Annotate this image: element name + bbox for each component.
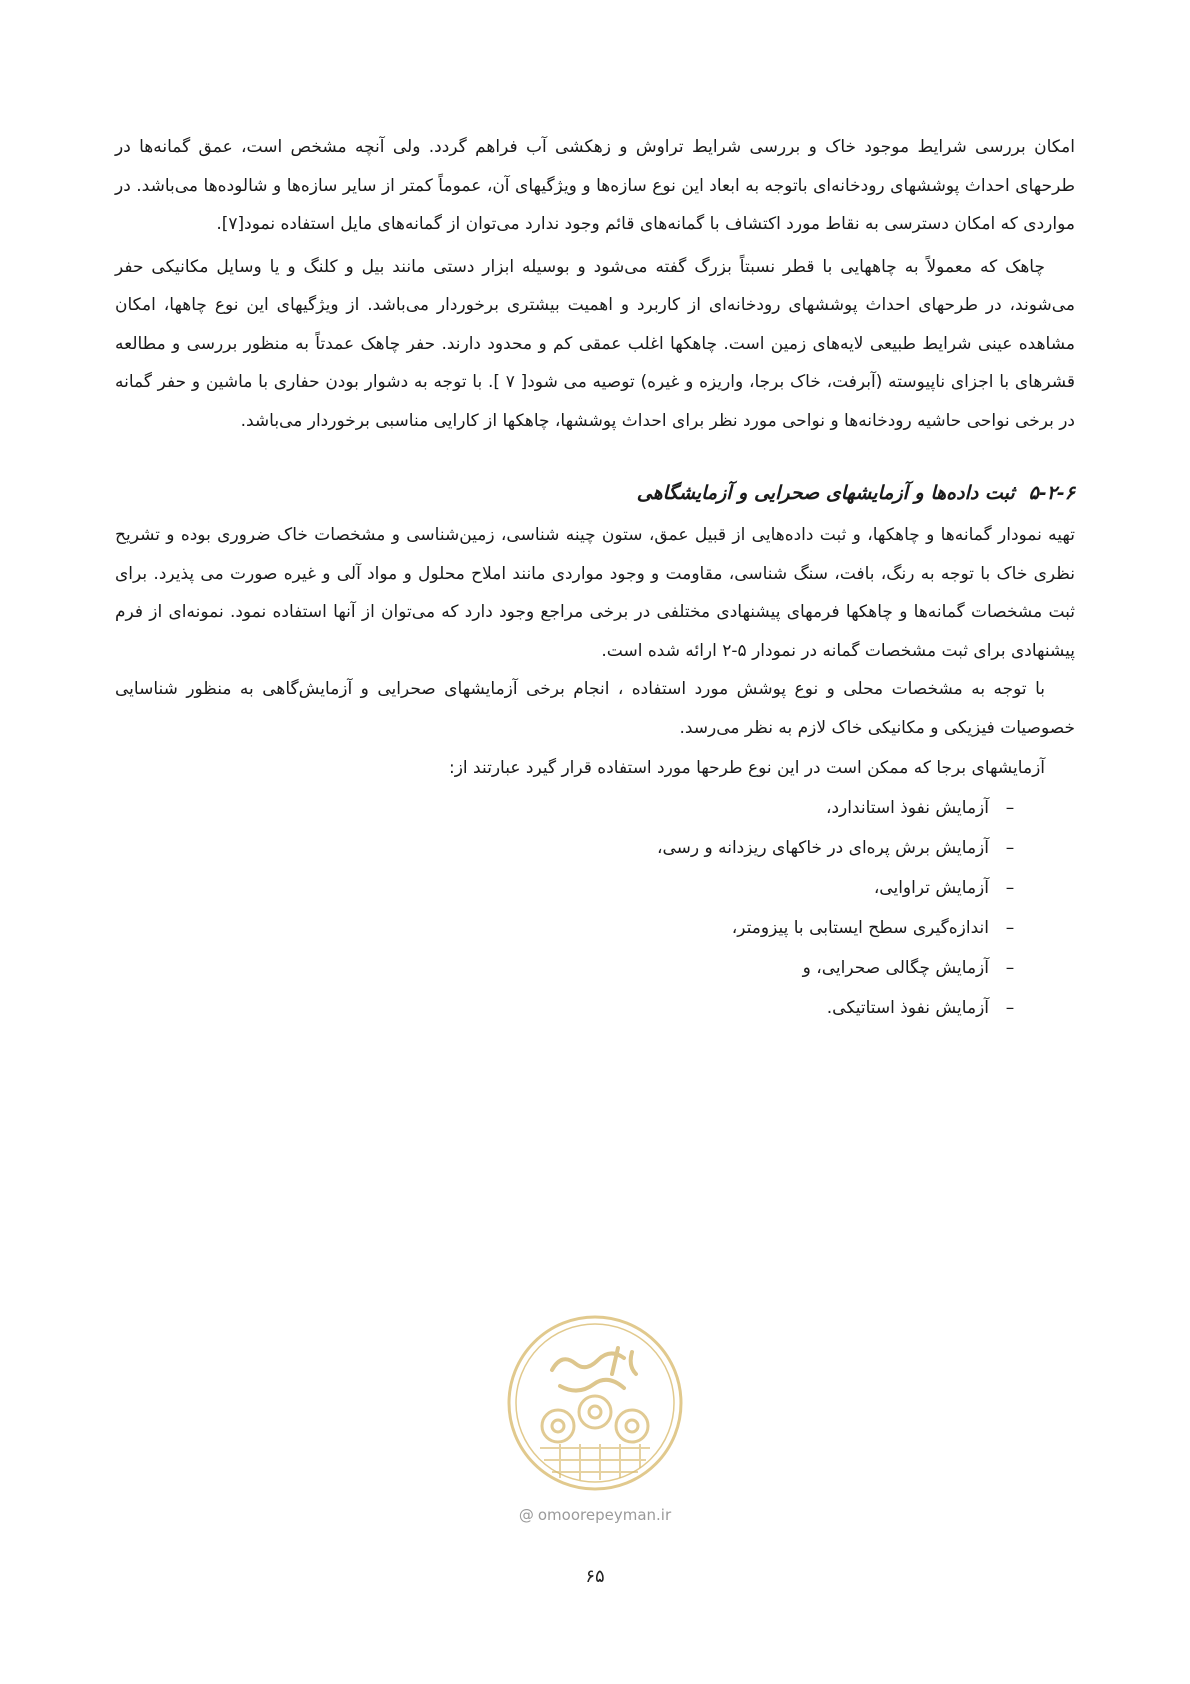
tests-list bbox=[115, 788, 1075, 1028]
list-intro bbox=[115, 749, 1075, 788]
list-item bbox=[115, 908, 1075, 948]
section-title: ثبت داده‌ها و آزمایشهای صحرایی و آزمایشگاهی bbox=[636, 482, 1015, 504]
list-intro-text: آزمایشهای برجا که ممکن است در این نوع طرحها مورد استفاده قرار گیرد عبارتند از: bbox=[448, 758, 1045, 778]
watermark-logo bbox=[500, 1308, 690, 1498]
list-dash: – bbox=[1005, 877, 1015, 898]
list-item-text: آزمایش تراوایی، bbox=[873, 877, 989, 898]
section-paragraph-1: تهیه نمودار گمانه‌ها و چاهکها، و ثبت داده‌هایی از قبیل عمق، ستون چینه شناسی، زمین‌شناسی و مشخصات خاک ضروری بوده و تشریح نظری خاک با توجه به رنگ، بافت، سنگ شناسی، مقاومت و وجود مواردی مانند املاح محلول و مواد آلی و غیره صورت می پذیرد. برای ثبت مشخصات گمانه‌ها و چاهکها فرمهای پیشنهادی مختلفی در برخی مراجع وجود دارد که می‌توان از آنها استفاده نمود. نمونه‌ای از فرم پیشنهادی برای ثبت مشخصات گمانه در نمودار ۵-۲ ارائه شده است. bbox=[115, 525, 1075, 661]
watermark-site-text: omoorepeyman.ir bbox=[537, 1506, 672, 1524]
at-icon: @ bbox=[518, 1506, 534, 1524]
list-item-text: آزمایش چگالی صحرایی، و bbox=[802, 957, 989, 978]
section-paragraph-2: با توجه به مشخصات محلی و نوع پوشش مورد استفاده ، انجام برخی آزمایشهای صحرایی و آزمایش‌گاهی به منظور شناسایی خصوصیات فیزیکی و مکانیکی خاک لازم به نظر می‌رسد. bbox=[115, 679, 1075, 738]
watermark-site bbox=[0, 1506, 1190, 1524]
list-dash: – bbox=[1005, 917, 1015, 938]
list-item-text: آزمایش نفوذ استاتیکی. bbox=[826, 997, 989, 1018]
list-dash: – bbox=[1005, 997, 1015, 1018]
section-heading bbox=[115, 478, 1075, 508]
list-dash: – bbox=[1005, 957, 1015, 978]
list-dash: – bbox=[1005, 837, 1015, 858]
list-item-text: آزمایش برش پره‌ای در خاکهای ریزدانه و رسی، bbox=[656, 837, 989, 858]
list-item bbox=[115, 788, 1075, 828]
logo-emblem-icon bbox=[500, 1308, 690, 1498]
list-item-text: اندازه‌گیری سطح ایستابی با پیزومتر، bbox=[731, 917, 989, 938]
list-item bbox=[115, 948, 1075, 988]
list-item bbox=[115, 988, 1075, 1028]
page-number: ۶۵ bbox=[585, 1566, 605, 1587]
body-paragraph-2: چاهک که معمولاً به چاههایی با قطر نسبتاً بزرگ گفته می‌شود و بوسیله ابزار دستی مانند بیل و کلنگ و یا وسایل مکانیکی حفر می‌شوند، در طرحهای احداث پوششهای رودخانه‌ای از کاربرد و اهمیت بیشتری برخوردار می‌باشد. از ویژگیهای این نوع چاهها، امکان مشاهده عینی شرایط طبیعی لایه‌های زمین است. چاهکها اغلب عمقی کم و محدود دارند. حفر چاهک عمدتاً به منظور بررسی و مطالعه قشرهای با اجزای ناپیوسته (آبرفت، خاک برجا، واریزه و غیره) توصیه می شود[ ۷ ]. با توجه به دشوار بودن حفاری با ماشین و حفر گمانه در برخی نواحی حاشیه رودخانه‌ها و نواحی مورد نظر برای احداث پوششها، چاهکها از کارایی مناسبی برخوردار می‌باشد. bbox=[115, 256, 1075, 431]
body-paragraph-1: امکان بررسی شرایط موجود خاک و بررسی شرایط تراوش و زهکشی آب فراهم گردد. ولی آنچه مشخص است، عمق گمانه‌ها در طرحهای احداث پوششهای رودخانه‌ای باتوجه به ابعاد این نوع سازه‌ها و ویژگیهای آن، عموماً کمتر از سایر سازه‌ها و شالوده‌ها می‌باشد. در مواردی که امکان دسترسی به نقاط مورد اکتشاف با گمانه‌های قائم وجود ندارد می‌توان از گمانه‌های مایل استفاده نمود[۷]. bbox=[115, 137, 1075, 234]
list-item bbox=[115, 828, 1075, 868]
list-item-text: آزمایش نفوذ استاندارد، bbox=[825, 797, 989, 818]
list-dash: – bbox=[1005, 797, 1015, 818]
page-content bbox=[115, 128, 1075, 1028]
list-item bbox=[115, 868, 1075, 908]
section-number: ۵-۲-۶ bbox=[1028, 482, 1075, 504]
